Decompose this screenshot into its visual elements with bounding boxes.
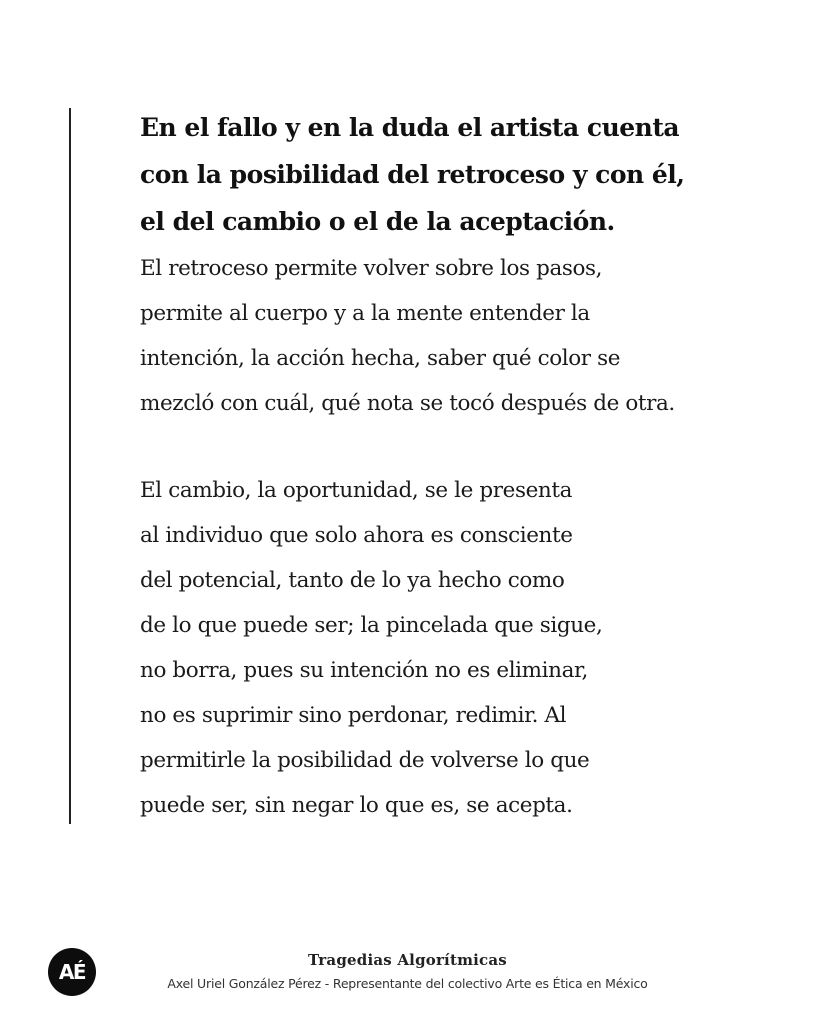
heading-line: el del cambio o el de la aceptación. — [140, 207, 615, 236]
article-heading — [140, 104, 780, 245]
footer-subtitle: Axel Uriel González Pérez - Representante del colectivo Arte es Ética en México — [167, 976, 648, 991]
paragraph-line: al individuo que solo ahora es consciente — [140, 523, 573, 548]
heading-line: En el fallo y en la duda el artista cuenta — [140, 113, 680, 142]
footer-title: Tragedias Algorítmicas — [308, 951, 507, 969]
paragraph-line: El retroceso permite volver sobre los pasos, — [140, 256, 603, 281]
paragraph-line: intención, la acción hecha, saber qué color se — [140, 346, 621, 371]
paragraph-line: permitirle la posibilidad de volverse lo que — [140, 748, 590, 773]
ae-logo: AÉ — [48, 948, 96, 996]
vertical-rule — [69, 108, 71, 824]
heading-line: con la posibilidad del retroceso y con él, — [140, 160, 685, 189]
paragraph-line: El cambio, la oportunidad, se le presenta — [140, 478, 573, 503]
article-body — [140, 104, 780, 828]
paragraph-line: mezcló con cuál, qué nota se tocó después de otra. — [140, 391, 675, 416]
paragraph-line: de lo que puede ser; la pincelada que sigue, — [140, 613, 603, 638]
paragraph-line: no es suprimir sino perdonar, redimir. Al — [140, 703, 567, 728]
footer — [0, 945, 819, 1005]
paragraph-line: puede ser, sin negar lo que es, se acepta. — [140, 793, 573, 818]
paragraph-cambio — [140, 468, 780, 828]
paragraph-retroceso — [140, 246, 780, 426]
paragraph-line: permite al cuerpo y a la mente entender la — [140, 301, 590, 326]
paragraph-line: no borra, pues su intención no es eliminar, — [140, 658, 588, 683]
paragraph-line: del potencial, tanto de lo ya hecho como — [140, 568, 565, 593]
